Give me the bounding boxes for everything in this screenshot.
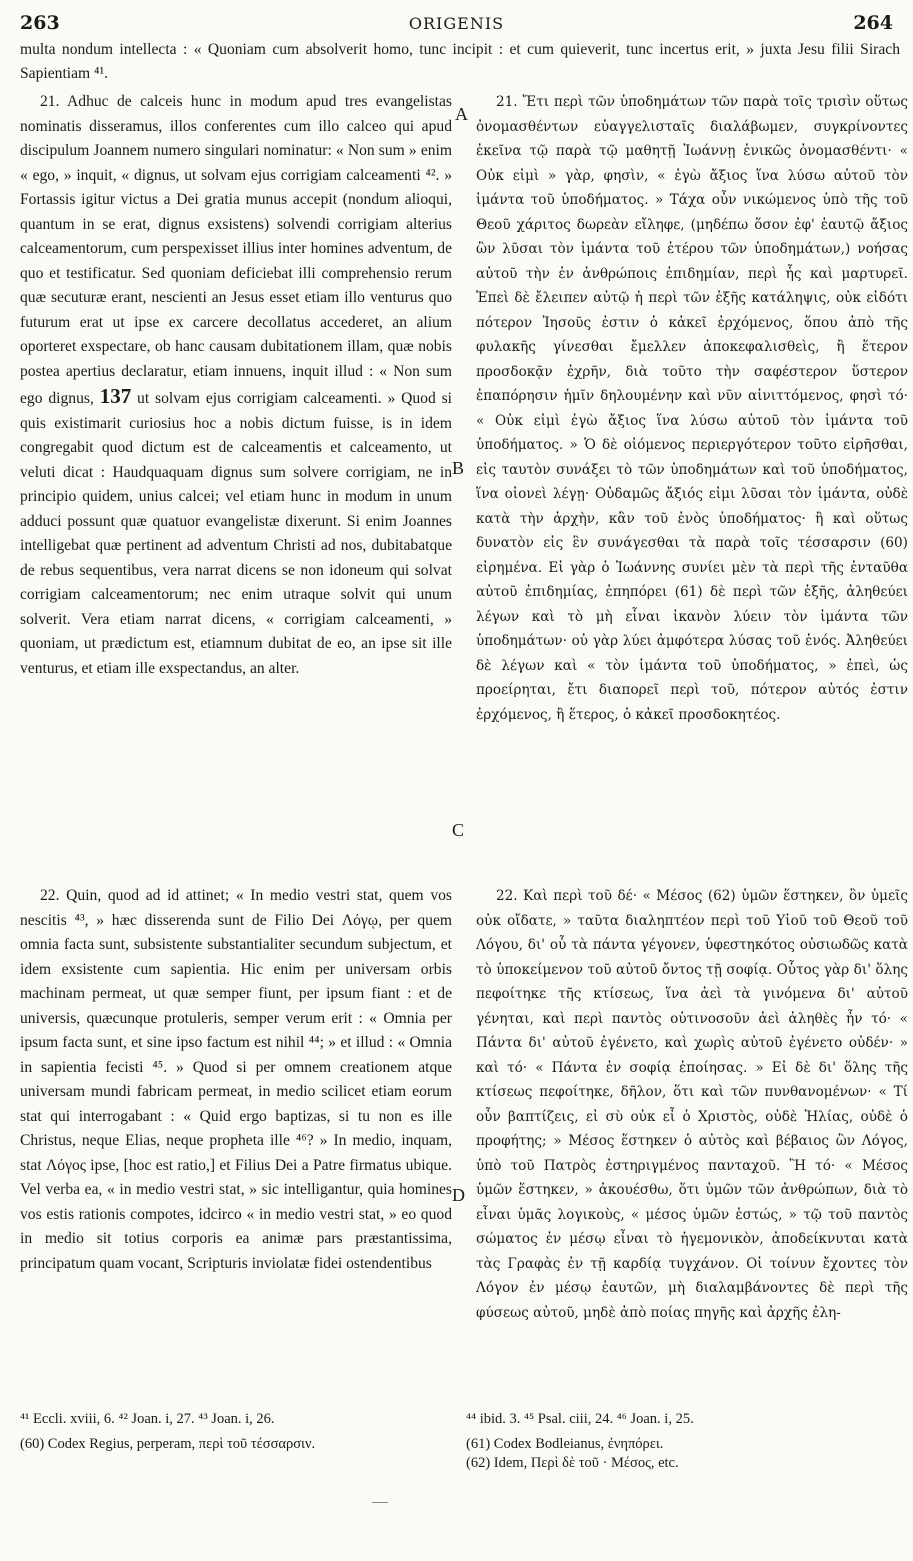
textual-note-62: (62) Idem, Περὶ δὲ τοῦ · Μέσος, etc. bbox=[466, 1455, 679, 1471]
page-header bbox=[20, 12, 893, 36]
margin-marker-c: C bbox=[452, 820, 465, 840]
footnotes-right bbox=[466, 1410, 906, 1473]
margin-marker-a: A bbox=[455, 104, 468, 124]
greek-column-section-21 bbox=[476, 90, 908, 727]
latin-column-section-21 bbox=[20, 90, 452, 681]
column-number-137: 137 bbox=[99, 384, 132, 408]
latin-column-section-22 bbox=[20, 884, 452, 1276]
intro-line: multa nondum intellecta : « Quoniam cum absolverit homo, tunc incipit : et cum quieverit, tunc incertus erit, » juxta Jesu filii Sirach Sapientiam ⁴¹. bbox=[20, 41, 900, 82]
footnotes-left bbox=[20, 1410, 460, 1454]
left-page-number: 263 bbox=[20, 12, 60, 34]
textual-note-60: (60) Codex Regius, perperam, περὶ τοῦ τέσσαρσιν. bbox=[20, 1436, 316, 1452]
latin-paragraph-21-part-1: 21. Adhuc de calceis hunc in modum apud tres evangelistas nominatis disseramus, illos conferentes cum illo calceo qui apud discipulum Joannem numero singulari nominatur: « Non sum » enim « ego, » inquit, « dignus, ut solvam ejus corrigiam calceamenti ⁴². » Fortassis igitur victus a Dei gratia munus accepit (nondum alioqui, quantum in se erat, dignus exsistens) solvendi corrigiam alterius calceamentorum, cum perspexisset illius inter homines adventum, de quo et testificatur. Sed quoniam deficiebat illi comprehensio rerum quæ secuturæ erant, nescienti an Jesus esset etiam illo venturus quo futurum erat ut ipse ex carcere decollatus accederet, an alium oporteret exspectare, ob hanc causam dubitationem illam, quæ nobis postea apertius declaratur, etiam innuens, inquit illud : « Non sum ego dignus, bbox=[20, 93, 452, 407]
margin-marker-d: D bbox=[452, 1185, 465, 1205]
greek-paragraph-21: 21. Ἔτι περὶ τῶν ὑποδημάτων τῶν παρὰ τοῖς τρισὶν οὕτως ὀνομασθέντων εὐαγγελισταῖς διαλάβωμεν, συγκρίνοντες ἐκεῖνα τῷ παρὰ τῷ μαθητῇ Ἰωάννῃ ἑνικῶς ὀνομασθέντι· « Οὐκ εἰμὶ » γὰρ, φησὶν, « ἐγὼ ἄξιος ἵνα λύσω αὐτοῦ τὸν ἱμάντα τοῦ ὑποδήματος. » Τάχα οὖν νικώμενος ὑπὸ τῆς τοῦ Θεοῦ χάριτος δωρεὰν εἴληφε, (μηδέπω ὅσον ἐφ' ἑαυτῷ ἄξιος ὢν λῦσαι τὸν ἱμάντα τοῦ ἑτέρου τῶν ὑποδημάτων,) νοήσας αὐτοῦ τὴν ἐν ἀνθρώποις ἐπιδημίαν, περὶ ἧς καὶ μαρτυρεῖ. Ἐπεὶ δὲ ἔλειπεν αὐτῷ ἡ περὶ τῶν ἑξῆς κατάληψις, οὐκ εἰδότι πότερον Ἰησοῦς ἐστιν ὁ κἀκεῖ ἐρχόμενος, ὅπου ἀπὸ τῆς φυλακῆς γίνεσθαι ἔμελλεν ἀποκεφαλισθεὶς, ἢ ἕτερον προσδοκᾷν ἐχρῆν, διὰ τοῦτο τὴν σαφέστερον ὕστερον ἐπαπόρησιν ἡμῖν δηλουμένην καὶ νῦν αἰνιττόμενος, φησὶ τό· « Οὐκ εἰμὶ ἐγὼ ἄξιος ἵνα λύσω αὐτοῦ τὸν ἱμάντα τοῦ ὑποδήματος. » Ὁ δὲ οἰόμενος περιεργότερον τοῦτο εἰρῆσθαι, εἰς ταυτὸν συνάξει τὸ τῶν ὑποδημάτων καὶ τοῦ ὑποδήματος, ἵνα οἱονεὶ λέγῃ· Οὐδαμῶς ἄξιός εἰμι λῦσαι τὸν ἱμάντα, οὐδὲ κατὰ τὴν ἀρχὴν, κἂν τοῦ ἑνὸς ὑποδήματος· ἢ καὶ οὕτως δυνατὸν εἰς ἓν συνάγεσθαι τὰ παρὰ τοῖς τέσσαρσιν (60) εἰρημένα. Εἰ γὰρ ὁ Ἰωάννης συνίει μὲν τὰ περὶ τῆς ἐνταῦθα αὐτοῦ ἐπιδημίας, ἐπηπόρει (61) δὲ περὶ τῶν ἑξῆς, ἀληθεύει λέγων καὶ τὸ μὴ εἶναι ἱκανὸν λύειν τὸν ἱμάντα τῶν ὑποδημάτων· οὐ γὰρ λύει ἀμφότερα λύσας τοῦ ἑνός. Ἀληθεύει δὲ λέγων καὶ « τὸν ἱμάντα τοῦ ὑποδήματος, » ἐπεὶ, ὡς προείρηται, ἔτι διαπορεῖ περὶ τοῦ, πότερον αὐτός ἐστιν ἐρχόμενος, ἢ ἕτερος, ὁ κἀκεῖ προσδοκητέος. bbox=[476, 94, 908, 723]
greek-paragraph-22: 22. Καὶ περὶ τοῦ δέ· « Μέσος (62) ὑμῶν ἕστηκεν, ὃν ὑμεῖς οὐκ οἴδατε, » ταῦτα διαληπτέον περὶ τοῦ Υἱοῦ τοῦ Θεοῦ τοῦ Λόγου, δι' οὗ τὰ πάντα γέγονεν, ὑφεστηκότος οὐσιωδῶς κατὰ τὸ ὑποκείμενον τοῦ αὐτοῦ ὄντος τῇ σοφίᾳ. Οὗτος γὰρ δι' ὅλης πεφοίτηκε τῆς κτίσεως, ἵνα ἀεὶ τὰ γινόμενα δι' αὐτοῦ γένηται, καὶ περὶ παντὸς οὑτινοσοῦν ἀεὶ ἀληθὲς ἦν τό· « Πάντα δι' αὐτοῦ ἐγένετο, καὶ χωρὶς αὐτοῦ ἐγένετο οὐδέν· » καὶ τό· « Πάντα ἐν σοφίᾳ ἐποίησας. » Εἰ δὲ δι' ὅλης τῆς κτίσεως πεφοίτηκε, δῆλον, ὅτι καὶ τῶν πυνθανομένων· « Τί οὖν βαπτίζεις, εἰ σὺ οὐκ εἶ ὁ Χριστὸς, οὐδὲ Ἠλίας, οὐδὲ ὁ προφήτης; » Μέσος ἕστηκεν ὁ αὐτὸς καὶ βέβαιος ὢν Λόγος, ὑπὸ τοῦ Πατρὸς ἐστηριγμένος πανταχοῦ. Ἢ τό· « Μέσος ὑμῶν ἕστηκεν, » ἀκουέσθω, ὅτι ὑμῶν τῶν ἀνθρώπων, διὰ τὸ εἶναι ὑμᾶς λογικοὺς, « μέσος ὑμῶν ἑστώς, » τῷ τοῦ παντὸς σώματος ἐν μέσῳ εἶναι τὸ ἡγεμονικὸν, ἀποδείκνυται κατὰ τὰς Γραφὰς ἐν τῇ καρδίᾳ τυγχάνον. Οἱ τοίνυν ἔχοντες τὸν Λόγον ἐν μέσῳ ἑαυτῶν, μὴ διαλαμβάνοντες δὲ περὶ τῆς φύσεως αὐτοῦ, μηδὲ ἀπὸ ποίας πηγῆς καὶ ἀρχῆς ἐλη- bbox=[476, 888, 908, 1321]
right-page-number: 264 bbox=[853, 12, 893, 34]
latin-paragraph-22: 22. Quin, quod ad id attinet; « In medio vestri stat, quem vos nescitis ⁴³, » hæc disserenda sunt de Filio Dei Λόγῳ, per quem omnia facta sunt, subsistente substantialiter secundum subjectum, et idem exsistente cum sapientia. Hic enim per universam orbis machinam permeat, ut quæ semper fiunt, per ipsum fiant : et de universis, quæcunque protuleris, semper verum erit : « Omnia per ipsum facta sunt, et sine ipso factum est nihil ⁴⁴; » et illud : « Omnia in sapientia fecisti ⁴⁵. » Quod si per omnem creationem atque universam mundi fabricam permeat, in medio scilicet etiam eorum stat qui interrogabant : « Quid ergo baptizas, si tu non es ille Christus, neque Elias, neque propheta ille ⁴⁶? » In medio, inquam, stat Λόγος ipse, [hoc est ratio,] et Filius Dei a Patre firmatus ubique. Vel verba ea, « in medio vestri stat, » sic intelligantur, quia homines vos estis rationis compotes, idcirco « in medio vestri stat, » eo quod in medio sit totius corporis ea animæ pars præstantissima, principatum quam vocant, Scripturis inviolatæ fidei ostendentibus bbox=[20, 887, 452, 1272]
textual-note-61: (61) Codex Bodleianus, ἐνηπόρει. bbox=[466, 1436, 664, 1452]
latin-paragraph-21-part-2: ut solvam ejus corrigiam calceamenti. » Quod si quis existimarit curiosius hoc a nobis dictum fuisse, is in idem congregabit quod dictum est de calceamentis et calceamento, ut veluti dicat : Haudquaquam dignus sum solvere corrigiam, ne in principio quidem, unius calcei; vel etiam hunc in modum in unum adduci possunt quæ quatuor evangelistæ dixerunt. Si enim Joannes intelligebat quæ pertinent ad adventum Christi ad nos, dubitabatque de rebus sequentibus, vera narrat dicens se non idoneum qui solvat corrigiam calceamentorum; nec enim utraque solvit qui unum solverit. Vera etiam narrat dicens, « corrigiam calceamenti, » quoniam, ut prædictum est, etiamnum dubitat de eo, an ipse sit ille venturus, et etiam ille exspectandus, an alter. bbox=[20, 390, 452, 677]
bottom-printer-mark bbox=[372, 1502, 388, 1503]
greek-column-section-22 bbox=[476, 884, 908, 1325]
margin-marker-b: B bbox=[452, 458, 465, 478]
running-title: ORIGENIS bbox=[408, 14, 505, 33]
scripture-references-left: ⁴¹ Eccli. xviii, 6. ⁴² Joan. i, 27. ⁴³ Joan. i, 26. bbox=[20, 1411, 275, 1427]
scripture-references-right: ⁴⁴ ibid. 3. ⁴⁵ Psal. ciii, 24. ⁴⁶ Joan. i, 25. bbox=[466, 1411, 694, 1427]
